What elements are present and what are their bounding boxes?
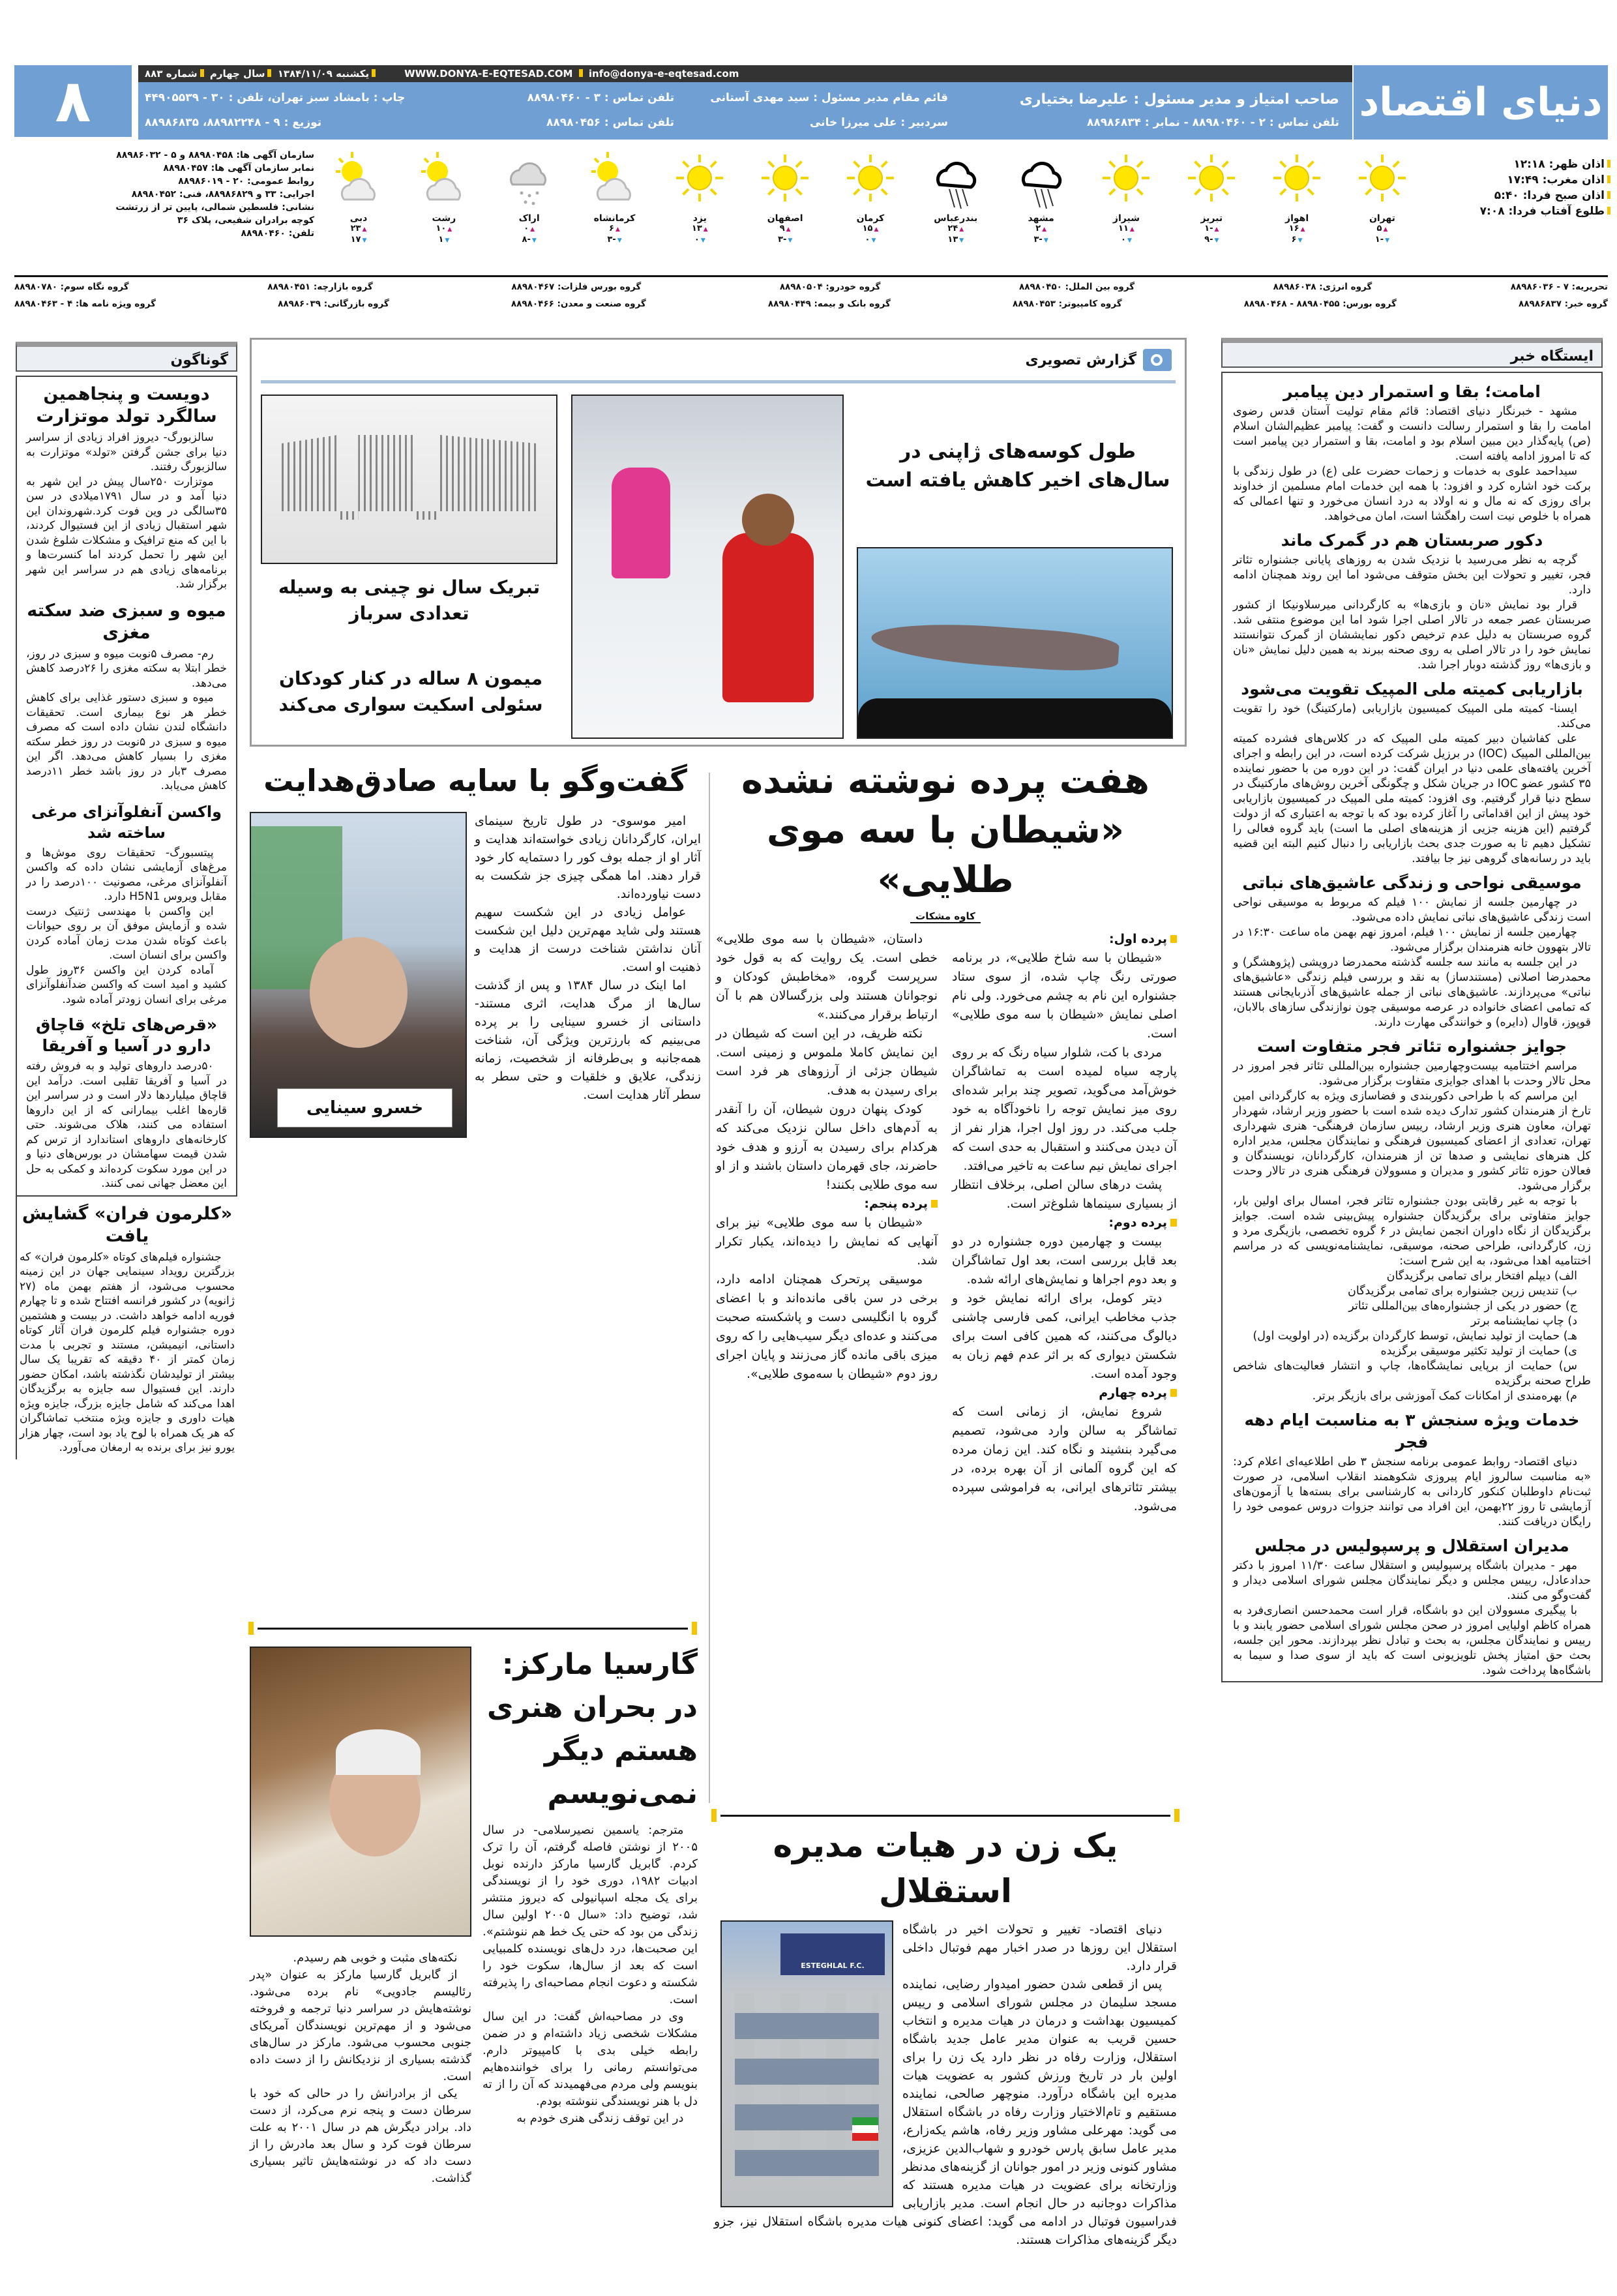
paragraph: پشت درهای سالن اصلی، برخلاف انتظار از بسیاری سینماها شلوغ‌تر است. — [952, 1178, 1177, 1211]
low-temp: ▼ ۶ — [1258, 235, 1336, 246]
sun-weather-icon — [660, 149, 739, 213]
section-title: گزارش تصویری — [1025, 351, 1136, 368]
weather-city — [1002, 149, 1080, 269]
marquez-article — [482, 1643, 698, 2127]
paragraph: سالزبورگ- دیروز افراد زیادی از سراسر دنیا برای جشن گرفتن «تولد» موتزارت به سالزبورگ رفتند. — [26, 431, 227, 473]
paragraph: اما اینک در سال ۱۳۸۴ و پس از گذشت سال‌ها از مرگ هدایت، اثری مستند- داستانی از خسرو سینایی را بر پرده می‌بینیم که بارزترین ویژگی آن، شناخت همه‌جانبه و بی‌طرفانه از شخصیت، زمانه زندگی، علایق و خلقیات و حتی سطر به سطر آثار هدایت است. — [475, 978, 701, 1102]
paragraph: چهارمین جلسه از نمایش ۱۰۰ فیلم، امروز نهم بهمن ماه ساعت ۱۶:۳۰ در تالار بتهوون خانه هنرمندان برگزار می‌شود. — [1233, 926, 1591, 954]
city-name: کرمان — [856, 213, 885, 224]
high-temp: ▲ ۱۱ — [1087, 224, 1165, 235]
photo-report — [250, 338, 1187, 747]
headline-line: «شیطان با سه موی طلایی» — [766, 809, 1125, 901]
hedayat-article — [250, 760, 701, 1138]
distribution-info: توزیع : ۹ - ۸۸۹۸۲۲۴۸، ۸۸۹۸۶۸۳۵ — [145, 116, 322, 129]
paragraph: وی در مصاحبه‌اش گفت: در این سال مشکلات شخصی زیاد داشته‌ام و در ضمن رابطه خیلی بدی با کامپیوتر دارم. می‌توانستم رمانی را برای خواننده‌هایم بنویسم ولی مردم می‌فهمیدند که آن را از ته دل با هنر نویسندگی ننوشته بودم. — [482, 2010, 698, 2108]
phone-directory-row — [14, 299, 1608, 313]
paragraph: «شیطان با سه موی طلایی» نیز برای آنهایی که نمایش را دیده‌اند، یکبار تکرار شد. — [716, 1215, 938, 1268]
phone-entry: گروه ویژه نامه ها: ۴ - ۸۸۹۸۰۴۶۳ — [14, 299, 156, 309]
paragraph: کودک پنهان درون شیطان، آن را آنقدر به آدم‌های داخل سالن نزدیک می‌کند که هرکدام برای رسیدن به آرزو و هدف خود حاضرند، جای قهرمان داستان باشند و از او سه موی طلایی بکنند! — [716, 1102, 938, 1192]
headline: موسیقی نواحی و زندگی عاشیق‌های نباتی — [1242, 873, 1582, 892]
paragraph: د) چاپ نمایشنامه برتر — [1470, 1315, 1577, 1328]
headline: میوه و سبزی ضد سکته مغزی — [27, 600, 226, 643]
low-temp: ▼ ۰ — [831, 235, 910, 246]
phone-entry: گروه بازرگانی: ۸۸۹۸۶۰۳۹ — [278, 299, 389, 309]
issue-number: شماره ۸۸۳ — [145, 68, 198, 80]
marquez-col-right — [482, 1822, 698, 2127]
paragraph: داستان، «شیطان با سه موی طلایی» خطی است. یک روایت که به قول خود سرپرست گروه، «مخاطبش کودکان و نوجوانان هستند ولی بزرگسالان هم با آن ارتباط برقرار می‌کنند.» — [716, 932, 938, 1022]
photo-caption: طول کوسه‌های ژاپنی در سال‌های اخیر کاهش یافته است — [865, 440, 1170, 492]
high-temp: ▲ ۹ — [746, 224, 824, 235]
low-temp: ▼ -۳ — [1002, 235, 1080, 246]
phone-entry: گروه کامپیوتر: ۸۸۹۸۰۴۵۳ — [1013, 299, 1122, 309]
headline: گفت‌وگو با سایه صادق‌هدایت — [263, 763, 687, 798]
paragraph: این مراسم که با طراحی دکوربندی و فضاسازی ویژه به کارگردانی امین تارخ از هنرمندان کشور تدارک دیده شده است با حضور وزیر ارشاد، شهردار تهران، معاون هنری وزیر ارشاد، رییس سازمان فرهنگی- هنری شهرداری تهران، تعدادی از اعضای کمیسیون فرهنگی و نمایندگان مجلس، مدیر اداره کل هنرهای نمایشی و صدها تن از هنرمندان، کارگردانان، نویسندگان و فعالان حوزه تئاتر کشور و مدیران و مسوولان فرهنگی هنری در تالار وحدت برگزار می‌شود. — [1233, 1090, 1591, 1193]
paragraph: موتزارت ۲۵۰سال پیش در این شهر به دنیا آمد و در سال ۱۷۹۱میلادی در سن ۳۵سالگی در وین فوت کرد.شهروندان این شهر استقبال زیادی از این فستیوال کردند، با این که منع ترافیک و مشکلات شلوغ شدن این شهر را تحمل کردند اما کنسرت‌ها و برنامه‌های زیادی هم در سراسر این شهر برگزار شد. — [26, 475, 227, 591]
paragraph: رم- مصرف ۵نوبت میوه و سبزی در روز، خطر ابتلا به سکته مغزی را ۲۶درصد کاهش می‌دهد. — [26, 647, 227, 690]
paragraph: دنیای اقتصاد- تغییر و تحولات اخیر در باشگاه استقلال این روزها در صدر اخبار مهم فوتبال داخلی قرار دارد. — [902, 1922, 1177, 1973]
paragraph: در این توقف زندگی هنری خودم به — [516, 2111, 684, 2125]
section-header — [16, 342, 237, 372]
prayer-time: اذان مغرب: ۱۷:۴۹ — [1470, 172, 1610, 188]
paragraph: گرچه به نظر می‌رسید با نزدیک شدن به روزهای پایانی جشنواره تئاتر فجر، تغییر و تحولات این بخش متوقف می‌شود اما این روند همچنان ادامه دارد. — [1233, 554, 1591, 597]
storm-weather-icon — [1002, 149, 1080, 213]
weather-city — [1258, 149, 1336, 269]
masthead-band — [138, 82, 1352, 140]
misc-news-box — [16, 376, 237, 1197]
prayer-time: اذان ظهر: ۱۲:۱۸ — [1470, 157, 1610, 172]
photo-report-header — [1025, 349, 1172, 371]
editor-phone: تلفن تماس : ۸۸۹۸۰۴۵۶ — [546, 116, 674, 129]
city-name: شیراز — [1112, 213, 1140, 224]
weather-city — [490, 149, 569, 269]
divider — [14, 275, 1608, 277]
phone-entry: گروه نگاه سوم: ۸۸۹۸۰۷۸۰ — [14, 282, 129, 292]
high-temp: ▲ ۰ — [490, 224, 569, 235]
email-link[interactable]: info@donya-e-eqtesad.com — [588, 68, 739, 80]
paragraph: هـ) حمایت از تولید نمایش، توسط کارگردان برگزیده (در اولویت اول) — [1253, 1330, 1577, 1343]
city-name: اهواز — [1285, 213, 1309, 224]
headline: «کلرمون فران» گشایش یافت — [22, 1203, 233, 1246]
column-divider — [709, 773, 710, 1803]
high-temp: ▲ ۵ — [1343, 224, 1421, 235]
phone-directory-row — [14, 282, 1608, 296]
issue-info — [145, 68, 378, 80]
city-name: دبی — [349, 213, 368, 224]
weather-city — [1087, 149, 1165, 269]
esteghlal-article — [714, 1823, 1177, 2249]
city-name: تبریز — [1200, 213, 1223, 224]
prayer-time: اذان صبح فردا: ۵:۴۰ — [1470, 188, 1610, 203]
esteghlal-building-photo — [720, 1920, 893, 2207]
low-temp: ▼ ۰ — [660, 235, 739, 246]
headline: یک زن در هیات مدیره استقلال — [773, 1826, 1118, 1910]
paragraph: پیتسبورگ- تحقیقات روی موش‌ها و مرغ‌های آزمایشی نشان داده که واکسن آنفلوآنزای مرغی، مصونیت ۱۰۰درصد را در مقابل ویروس H5N1 دارد. — [26, 846, 227, 903]
contact-line: نشانی: فلسطین شمالی، پایین تر از زرتشت — [115, 202, 314, 213]
sun-weather-icon — [1172, 149, 1251, 213]
news-station-column — [1221, 338, 1603, 1682]
paragraph: از گابریل گارسیا مارکز به عنوان «پدر رئالیسم جادویی» نام برده می‌شود. نوشته‌هایش در سراسر دنیا ترجمه و فروخته می‌شود و از مهم‌ترین نویسندگان آمریکای جنوبی محسوب می‌شود. مارکز در سال‌های گذشته بسیاری از نزدیکانش را از دست داده است. — [250, 1968, 471, 2083]
low-temp: ▼ ۱۷ — [319, 235, 398, 246]
high-temp: ▲ ۱۶ — [1258, 224, 1336, 235]
paragraph: پس از قطعی شدن حضور امیدوار رضایی، نماینده مسجد سلیمان در مجلس شورای اسلامی و رییس کمیسیون بهداشت و درمان در هیات مدیره و انتخاب حسین قریب به عنوان مدیر عامل جدید باشگاه استقلال، وزارت رفاه در نظر دارد یک زن را برای اولین بار در تاریخ ورزش کشور به عضویت هیات مدیره این باشگاه درآورد. منوچهر صالحی، نماینده مستقیم و تام‌الاختیار وزارت رفاه در باشگاه استقلال می گوید: مهرعلی مشاور وزیر رفاه، هاشم یکه‌زارع، مدیر عامل سابق پارس خودرو و شهاب‌الدین عزیزی، مشاور کنونی وزیر در امور جوانان از گزینه‌های مدنظر وزارتخانه برای عضویت در هیات مدیره هستند که مذاکرات دوجانبه در حال انجام است. مدیر بازاریابی فدراسیون فوتبال در ادامه می گوید: اعضای کنونی هیات مدیره باشگاه استقلال نیز، جزو دیگر گزینه‌های مذاکرات هستند. — [714, 1977, 1177, 2247]
photo-caption: میمون ۸ ساله در کنار کودکان سئولی اسکیت سواری می‌کند — [278, 668, 543, 715]
paragraph: دیتر کومل، برای ارائه نمایش خود و جذب مخاطب ایرانی، کمی فارسی چاشنی دیالوگ می‌کنند، که همین کافی است برای شکستن دیواری که بر اثر عدم فهم زبان به وجود آمده است. — [952, 1291, 1177, 1381]
news-box — [1221, 372, 1603, 1682]
paragraph: این واکسن با مهندسی ژنتیک درست شده و آزمایش موفق آن بر روی حیوانات باعث کوتاه شدن مدت زمان آماده کردن واکسن برای انسان است. — [26, 904, 227, 962]
act-heading: پرده اول: — [952, 930, 1177, 949]
deputy-phone: تلفن تماس : ۳ - ۸۸۹۸۰۴۶۰ — [527, 91, 674, 104]
low-temp: ▼ -۹ — [1172, 235, 1251, 246]
paragraph: ب) تندیس زرین جشنواره برای تمامی برگزیدگان — [1348, 1285, 1577, 1298]
prayer-times — [1470, 157, 1610, 219]
sun-weather-icon — [1343, 149, 1421, 213]
paragraph: در این جلسه به مانند سه جلسه گذشته محمدرضا درویشی (پژوهشگر) و محمدرضا اصلانی (مستندساز) به نقد و بررسی فیلم زندگی «عاشیق‌های نباتی» می‌پردازند. عاشیق‌های نباتی از جمله عاشیق‌های آذربایجانی هستند که تمامی اعضای خانواده در عرصه موسیقی چون نوازندگی سازهای بالابان، قوپوز، قاوال (دایره) و خوانندگی مهارت دارند. — [1233, 956, 1591, 1029]
phone-entry: گروه خبر: ۸۸۹۸۶۸۳۷ — [1519, 299, 1608, 309]
low-temp: ▼ -۱ — [1343, 235, 1421, 246]
high-temp: ▲ ۲۳ — [319, 224, 398, 235]
headline: امامت؛ بقا و استمرار دین پیامبر — [1283, 382, 1541, 401]
sun-weather-icon — [831, 149, 910, 213]
phone-entry: گروه انرژی: ۸۸۹۸۶۰۳۸ — [1273, 282, 1372, 292]
headline: «قرص‌های تلخ» قاچاق دارو در آسیا و آفریقا — [35, 1015, 217, 1055]
paragraph: نکته‌های مثبت و خوبی هم رسیدم. — [293, 1951, 458, 1965]
contact-line: کوچه برادران شفیعی، پلاک ۳۶ — [177, 215, 314, 226]
paragraph: امیر موسوی- در طول تاریخ سینمای ایران، کارگردانان زیادی خواسته‌اند هدایت و آثار او از جمله بوف کور را دستمایه کار خود قرار دهند. اما همگی چیزی جز شکست به دست نیاورده‌اند. — [475, 814, 701, 901]
city-name: اراک — [518, 213, 540, 224]
whale-shark-aquarium-photo — [857, 547, 1173, 739]
paragraph: «شیطان با سه شاخ طلایی»، در برنامه صورتی رنگ چاپ شده، از سوی ستاد جشنواره این نام به چشم می‌خورد. ولی نام اصلی نمایش «شیطان با سه موی طلایی» است. — [952, 951, 1177, 1041]
weather-city — [917, 149, 995, 269]
high-temp: ▲ ۲ — [1002, 224, 1080, 235]
prayer-time: طلوع آفتاب فردا: ۷:۰۸ — [1470, 203, 1610, 219]
city-name: کرمانشاه — [593, 213, 636, 224]
act-heading: پرده پنجم: — [716, 1195, 938, 1214]
paragraph: ج) حضور در یکی از جشنواره‌های بین‌المللی تئاتر — [1348, 1300, 1577, 1313]
section-title: ایستگاه خبر — [1510, 348, 1594, 365]
headline: دویست و پنجاهمین سالگرد تولد موتزارت — [36, 384, 217, 426]
partly-cloudy-weather-icon — [405, 149, 483, 213]
partly-cloudy-weather-icon — [319, 149, 398, 213]
year: سال چهارم — [209, 68, 265, 80]
weather-city — [1172, 149, 1251, 269]
paragraph: آماده کردن این واکسن ۳۶روز طول کشید و امید است که واکسن ضدآنفلوآنزای مرغی برای انسان زودتر آماده شود. — [26, 963, 227, 1006]
name-plate: خسرو سینایی — [277, 1088, 452, 1127]
soldiers-photo — [261, 395, 557, 564]
photo-caption: تبریک سال نو چینی به وسیله تعدادی سرباز — [278, 576, 541, 624]
act-heading: پرده چهارم — [952, 1384, 1177, 1403]
city-name: یزد — [692, 213, 707, 224]
weather-city — [575, 149, 653, 269]
weather-city — [831, 149, 910, 269]
sun-weather-icon — [1087, 149, 1165, 213]
paragraph: مترجم: یاسمین نصیرسلامی- در سال ۲۰۰۵ از نوشتن فاصله گرفتم، آن را ترک کردم. گابریل گارسیا مارکز دارنده نوبل ادبیات ۱۹۸۲، دوری خود را از نویسندگی برای یک مجله اسپانیولی که دیروز منتشر شد، توضیح داد: «سال ۲۰۰۵ اولین سال زندگی من بود که حتی یک خط هم ننوشتم». این صحبت‌ها، درد دل‌های نویسنده کلمبیایی است که بعد از سال‌ها، سکوت خود را شکسته و دعوت انجام مصاحبه‌ای را پذیرفته است. — [482, 1823, 698, 2006]
paragraph: موسیقی پرتحرک همچنان ادامه دارد، برخی در سن باقی مانده‌اند و با اعضای گروه با انگلیسی دست و پاشکسته صحبت می‌کنند و عده‌ای دیگر سیب‌هایی را که روی میزی باقی مانده گاز می‌زنند و پایان اجرای روز دوم «شیطان با سه‌موی طلایی». — [716, 1272, 938, 1381]
clermont-story — [16, 1197, 237, 1459]
city-name: مشهد — [1028, 213, 1054, 224]
paragraph: سیداحمد علوی به خدمات و زحمات حضرت علی (ع) در طول زندگی با برکت خود اشاره کرد و افزود: با همه این خدمات امام مسلمین از خداوند برای روزی که نه مال و نه اولاد به درد انسان می‌خورد و تنها اعمالی که همراه با خلوص نیت است راهگشا است، امان می‌خواهد. — [1233, 465, 1591, 523]
paragraph: س) حمایت از برپایی نمایشگاه‌ها، چاپ و انتشار فعالیت‌های شاخص طراح صحنه برگزیده — [1233, 1360, 1591, 1388]
sun-weather-icon — [746, 149, 824, 213]
page-number: ۸ — [14, 65, 132, 137]
headline — [714, 756, 1177, 905]
act-heading: پرده دوم: — [952, 1214, 1177, 1232]
date: یکشنبه ۱۳۸۴/۱۱/۰۹ — [277, 68, 370, 80]
paragraph: میوه و سبزی دستور غذایی برای کاهش خطر هر نوع بیماری است. تحقیقات دانشگاه لندن نشان داده است که مصرف میوه و سبزی در ۵نوبت در روز خطر سکته مغزی را بسیار کاهش می‌دهد. اگر این مصرف ۳بار در روز باشد خطر ۱۱درصد کاهش می‌یابد. — [26, 691, 227, 792]
low-temp: ▼ ۰ — [1087, 235, 1165, 246]
contact-line: روابط عمومی: ۲۰ - ۸۸۹۸۶۰۱۹ — [178, 176, 314, 186]
byline: کاوه مشکات — [910, 910, 981, 923]
section-title: گوناگون — [170, 352, 228, 368]
garcia-marquez-photo — [250, 1647, 471, 1937]
headline: گارسیا مارکز: در بحران هنری هستم دیگر نمی‌نویسم — [487, 1648, 698, 1810]
storm-weather-icon — [917, 149, 995, 213]
club-sign: ESTEGHLAL F.C. — [780, 1933, 885, 1975]
weather-city — [1343, 149, 1421, 269]
newspaper-logo: دنیای اقتصاد — [1354, 65, 1608, 140]
section-divider — [258, 1628, 688, 1630]
high-temp: ▲ ۱۵ — [831, 224, 910, 235]
phone-entry: گروه بین الملل: ۸۸۹۸۰۴۵۰ — [1019, 282, 1135, 292]
satan-article-col-left — [716, 930, 938, 1384]
section-header — [1221, 338, 1603, 368]
phone-entry: گروه بانک و بیمه: ۸۸۹۸۰۴۴۹ — [767, 299, 891, 309]
paragraph: مردی با کت، شلوار سیاه رنگ که بر روی پارچه سیاه لمیده است به تماشاگران خوش‌آمد می‌گوید، تصویر چند برابر شده‌ای روی میز نمایش توجه را ناخودآگاه به خود جلب می‌کند. در روز اول اجرا، هزار نفر از آن دیدن می‌کنند و استقبال به حدی است که اجرای نمایش نیم ساعت به تاخیر می‌افتد. — [952, 1045, 1177, 1173]
headline: دکور صربستان هم در گمرک ماند — [1281, 531, 1543, 550]
phone-entry: گروه خودرو: ۸۸۹۸۰۵۰۴ — [779, 282, 881, 292]
paragraph: شروع نمایش، از زمانی است که تماشاگر به سالن وارد می‌شود، تصمیم می‌گیرد بنشیند و نگاه کند. این زمان مرده که این گروه آلمانی از آن بهره برده، در بیشتر تئاترهای ایرانی، به فراموشی سپرده می‌شود. — [952, 1405, 1177, 1513]
paragraph: مهر - مدیران باشگاه پرسپولیس و استقلال ساعت ۱۱/۳۰ امروز با دکتر حدادعادل، رییس مجلس و دیگر نمایندگان مجلس شورای اسلامی دیدار و گفت‌وگو می کنند. — [1233, 1559, 1591, 1602]
paragraph: ی) حمایت از تولید تکثیر موسیقی برگزیده — [1380, 1345, 1577, 1358]
phone-entry: گروه صنعت و معدن: ۸۸۹۸۰۴۶۶ — [511, 299, 646, 309]
top-info-bar — [138, 65, 1352, 82]
weather-forecast — [319, 149, 1421, 269]
high-temp: ▲ ۶ — [575, 224, 653, 235]
paragraph: مراسم اختتامیه بیست‌وچهارمین جشنواره بین‌المللی تئاتر فجر امروز در محل تالار وحدت با اهدای جوایزی متفاوت برگزار می‌شود. — [1233, 1060, 1591, 1088]
khosrow-sinaei-photo — [250, 812, 467, 1138]
paragraph: ۵۰درصد داروهای تولید و به فروش رفته در آسیا و آفریقا تقلبی است. درآمد این قاچاق میلیاردها دلار است و در سراسر این قاره‌ها اغلب بیمارانی که از این داروها استفاده می کنند، هلاک می‌شوند. حتی کارخانه‌های داروهای استاندارد از ترس کم شدن قیمت سهامشان در بورس‌های دنیا و در این مورد سکوت کرده‌اند و کمکی به حل این معضل جهانی نمی کنند. — [26, 1060, 227, 1190]
hedayat-article-body — [475, 812, 701, 1104]
paragraph: با پیگیری مسوولان این دو باشگاه، قرار است محمدحسن انصاری‌فرد به همراه کاظم اولیایی امروز در صحن مجلس شورای اسلامی حضور یابند و با رییس و نمایندگان مجلس، به بحث و تبادل نظر بپردازند. محور این جلسه، بحث حق امتیاز پخش تلویزیونی است که باید از سوی صدا و سیما به باشگاه‌ها پرداخت شود. — [1233, 1604, 1591, 1677]
print-info: چاپ : بامشاد سبز تهران، تلفن : ۳۰ - ۴۴۹۰۵۵۳۹ — [145, 91, 406, 104]
sun-weather-icon — [1258, 149, 1336, 213]
marquez-col-left — [250, 1950, 471, 2187]
low-temp: ▼ ۱۳ — [917, 235, 995, 246]
satan-article — [714, 756, 1177, 1516]
low-temp: ▼ ۱ — [405, 235, 483, 246]
section-divider — [720, 1815, 1170, 1817]
misc-column — [16, 342, 237, 1459]
ads-contact-info — [14, 149, 314, 240]
monkey-skating-photo — [571, 395, 844, 739]
paragraph: مشهد - خبرنگار دنیای اقتصاد: قائم مقام تولیت آستان قدس رضوی امامت را بقا و استمرار رسالت دانست و گفت: پیامبر عظیم‌الشان اسلام (ص) پایه‌گذار دین مبین اسلام بود و امامت، بقا و استمرار دین پیامبر است که تا امروز ادامه یافته است. — [1233, 405, 1591, 463]
high-temp: ▲ ۱۳ — [660, 224, 739, 235]
partly-cloudy-weather-icon — [575, 149, 653, 213]
weather-city — [319, 149, 398, 269]
deputy: قائم مقام مدیر مسئول : سید مهدی آستانی — [710, 91, 948, 104]
city-name: بندرعباس — [934, 213, 978, 224]
headline: واکسن آنفلوآنزای مرغی ساخته شد — [31, 802, 222, 842]
paragraph: علی کفاشیان دبیر کمیته ملی المپیک که در کلاس‌های فشرده کمیته بین‌المللی المپیک (IOC) در برزیل شرکت کرده است، در این رابطه و اجرای آخرین یافته‌های علمی دنیا در ایران گفت: در این دوره من با حضور نماینده ۳۵ کشور عضو IOC در جریان شکل و چگونگی آخرین روش‌های مارکتینگ در سطح دنیا قرار گرفتیم. وی افزود: کمیته ملی المپیک در کمیسیون بازاریابی خود پیش از این اقداماتی را آغاز کرده بود که با توجه به اعتباری که از دولت گرفتیم (این هزینه جزیی از هزینه‌های اصلی ما است) باید گروه فعالی را تشکیل دهیم تا به صورت جدی بحث بازاریابی را دنبال کنیم البته این قضیه باید در رسانه‌های گروهی نیز جا بیافتد. — [1233, 732, 1591, 865]
paragraph: یکی از برادرانش را در حالی که خود با سرطان دست و پنجه نرم می‌کرد، از دست داد. برادر دیگرش هم در سال ۲۰۰۱ به علت سرطان فوت کرد و سال بعد مادرش را از دست داد که در نوشته‌هایش تاثیر بسیاری گذاشت. — [250, 2087, 471, 2185]
paragraph: ایسنا- کمیته ملی المپیک کمیسیون بازاریابی (مارکتینگ) خود را تقویت می‌کند. — [1233, 702, 1591, 730]
phone-entry: گروه بازارچه: ۸۸۹۸۰۴۵۱ — [267, 282, 373, 292]
paragraph: در چهارمین جلسه از نمایش ۱۰۰ فیلم که مربوط به موسیقی نواحی است زندگی عاشیق‌های نباتی نمایش داده می‌شود. — [1233, 896, 1591, 924]
contact-line: نمابر سازمان آگهی ها: ۸۸۹۸۰۴۵۷ — [163, 163, 314, 173]
paragraph: جشنواره فیلم‌های کوتاه «کلرمون فران» که بزرگترین رویداد سینمایی جهان در این زمینه محسوب می‌شود، از هفتم بهمن ماه (۲۷ ژانویه) در کشور فرانسه افتتاح شده و تا چهارم فوریه ادامه خواهد داشت. در بیست و هشتمین دوره جشنواره فیلم کلرمون فران آثار کوتاه داستانی، انیمیشن، مستند و تجربی با مدت زمان کمتر از ۴۰ دقیقه که تقریبا یک سال بیشتر از تولیدشان نگذشته باشد، امکان حضور دارند. این فستیوال سه جایزه به برگزیدگان اهدا می‌کند که شامل جایزه بزرگ، جایزه ویژه هیات داوری و جایزه ویژه منتخب تماشاگران که هر یک همراه با لوح یاد بود است، چهار هزار یورو نیز برای برنده به ارمغان می‌آورد. — [20, 1250, 235, 1454]
snow-weather-icon — [490, 149, 569, 213]
paragraph: دنیای اقتصاد- روابط عمومی برنامه سنجش ۳ طی اطلاعیه‌ای اعلام کرد: «به مناسبت سالروز ایام پیروزی شکوهمند انقلاب اسلامی، در صورت ثبت‌نام داوطلبان کنکور کاردانی به کارشناسی برای بسته‌ها یا آزمون‌های آزمایشی تا روز ۲۲بهمن، این افراد می توانند جزوات دروس عمومی خود را رایگان دریافت کنند. — [1233, 1455, 1591, 1528]
satan-article-col-right — [952, 930, 1177, 1516]
phone-entry: گروه بورس: ۸۸۹۸۰۴۵۵ - ۸۸۹۸۰۴۶۸ — [1243, 299, 1397, 309]
weather-city — [660, 149, 739, 269]
city-name: تهران — [1369, 213, 1395, 224]
divider — [261, 380, 1176, 383]
headline: خدمات ویژه سنجش ۳ به مناسبت ایام دهه فجر — [1244, 1410, 1580, 1452]
high-temp: ▲ ۲۴ — [917, 224, 995, 235]
low-temp: ▼ -۸ — [490, 235, 569, 246]
phone-entry: تحریریه: ۷ - ۸۸۹۸۶۰۳۶ — [1510, 282, 1608, 292]
publisher-phone: تلفن تماس : ۲ - ۸۸۹۸۰۴۶۰ - نمابر : ۸۸۹۸۶۸۳۴ — [1086, 116, 1339, 129]
city-name: رشت — [432, 213, 456, 224]
city-name: اصفهان — [767, 213, 803, 224]
paragraph: عوامل زیادی در این شکست سهیم هستند ولی شاید مهم‌ترین دلیل این شکست آنان نداشتن شناخت درست از هدایت و ذهنیت او است. — [475, 905, 701, 974]
headline-line: هفت پرده نوشته نشده — [741, 760, 1150, 802]
paragraph: نکته ظریف، در این است که شیطان در این نمایش کاملا ملموس و زمینی است. شیطان جزئی از آرزوهای هر فرد است برای رسیدن به هدف. — [716, 1026, 938, 1097]
paragraph: با توجه به غیر رقابتی بودن جشنواره تئاتر فجر، امسال برای اولین بار، جوایز متفاوتی برای برگزیدگان جشنواره پیش‌بینی شده است. جوایز برگزیدگان از نگاه داوران انجمن نمایش در ۶ گروه تخصصی، بازیگری مرد و زن، کارگردانی، طراحی صحنه، موسیقی، نمایشنامه‌نویسی که در مراسم اختتامیه اهدا می‌شود، به این شرح است: — [1233, 1195, 1591, 1268]
headline: بازاریابی کمیته ملی المپیک تقویت می‌شود — [1241, 679, 1583, 698]
contact-line: اجرایی: ۳۳ و ۸۸۹۸۶۸۲۹، فنی: ۸۸۹۸۰۴۵۲ — [131, 189, 314, 200]
headline: جوایز جشنواره تئاتر فجر متفاوت است — [1257, 1037, 1567, 1056]
paragraph: م) بهره‌مندی از امکانات کمک آموزشی برای بازیگر برتر. — [1312, 1390, 1577, 1403]
low-temp: ▼ -۳ — [575, 235, 653, 246]
weather-city — [405, 149, 483, 269]
paragraph: بیست و چهارمین دوره جشنواره در دو بعد قابل بررسی است، بعد اول تماشاگران و بعد دوم اجراها و نمایش‌های ارائه شده. — [952, 1234, 1177, 1287]
contact-line: سازمان آگهی ها: ۸۸۹۸۰۴۵۸ و ۵ - ۸۸۹۸۶۰۳۲ — [116, 150, 314, 160]
publisher: صاحب امتیاز و مدیر مسئول : علیرضا بختیاری — [1019, 91, 1339, 108]
headline: مدیران استقلال و پرسپولیس در مجلس — [1254, 1536, 1569, 1555]
phone-entry: گروه بورس فلزات: ۸۸۹۸۰۴۶۷ — [511, 282, 642, 292]
high-temp: ▲ ۱۰ — [405, 224, 483, 235]
paragraph: الف) دیپلم افتخار برای تمامی برگزیدگان — [1386, 1270, 1577, 1283]
contact-line: تلفن: ۸۸۹۸۰۴۶۰ — [241, 228, 314, 239]
low-temp: ▼ -۳ — [746, 235, 824, 246]
camera-icon — [1143, 349, 1172, 371]
high-temp: ▲ -۱ — [1172, 224, 1251, 235]
paragraph: قرار بود نمایش «نان و بازی‌ها» به کارگردانی میرسلاونیکا از کشور صربستان عصر جمعه در تالار اصلی اجرا شود اما این موضوع منتفی شد. گروه صربستان به دلیل عدم ترخیص دکور نمایششان از گمرک نتوانستند نمایش خود را در تالار اصلی به روی صحنه ببرند به همین دلیل نمایش «نان و بازی‌ها» روز گذشته دوبار اجرا شد. — [1233, 599, 1591, 672]
website-link[interactable]: WWW.DONYA-E-EQTESAD.COM — [404, 68, 573, 80]
weather-city — [746, 149, 824, 269]
editor: سردبیر : علی میرزا خانی — [809, 116, 948, 129]
